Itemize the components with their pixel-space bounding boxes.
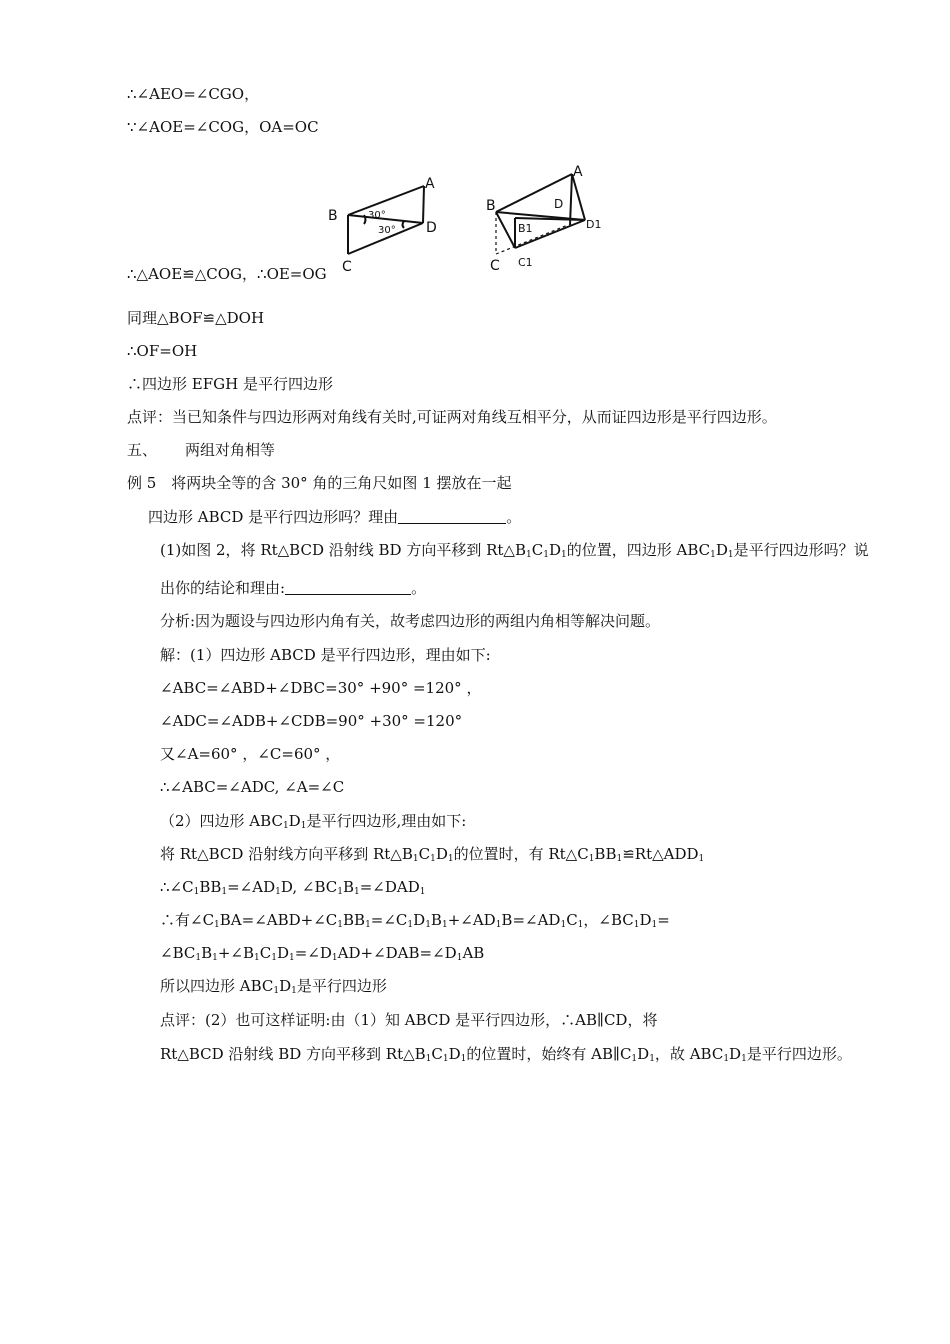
proof-line-4: 同理△BOF≌△DOH [127, 309, 265, 327]
proof-line-2: ∵∠AOE=∠COG，OA=OC [127, 118, 319, 136]
solution-line-3: ∠ADC=∠ADB+∠CDB=90° +30° =120° [160, 712, 463, 730]
proof-line-3: ∴△AOE≌△COG，∴OE=OG [127, 265, 327, 283]
analysis-line: 分析:因为题设与四边形内角有关，故考虑四边形的两组内角相等解决问题。 [160, 612, 661, 630]
solution-line-5: ∴∠ABC=∠ADC, ∠A=∠C [160, 778, 345, 796]
question-main: 四边形 ABCD 是平行四边形吗？理由 。 [148, 508, 522, 526]
comment-2-line-2: Rt△BCD 沿射线 BD 方向平移到 $Rt\triangle B_1C_1D_1$的位置时，始终有 $AB\parallel C_1D_1$，故 $ABC_1D_1$是平行四边形。 [160, 1045, 852, 1064]
section-heading [127, 440, 275, 460]
answer-blank-1[interactable] [398, 509, 506, 524]
comment-1: 点评：当已知条件与四边形两对角线有关时,可证两对角线互相平分，从而证四边形是平行四边形。 [127, 408, 777, 426]
fig1-angle-top: 30° [368, 210, 386, 221]
solution-line-8: ∴有$\angle C_1BA=\angle ABD+\angle C_1BB_1=\angle C_1D_1B_1+\angle AD_1B=\angle AD_1C_1$，$\angle BC_1D_1=$ [160, 911, 670, 930]
solution-line-1: 解：(1）四边形 ABCD 是平行四边形，理由如下: [160, 646, 491, 664]
fig1-label-a: A [425, 176, 435, 192]
solution-line-7: $\therefore\angle C_1BB_1=\angle AD_1D$, $\angle BC_1B_1=\angle DAD_1$ [160, 878, 426, 897]
fig2-label-d1: D1 [586, 218, 602, 231]
fig2-label-d: D [554, 197, 564, 211]
solution-part-2: （2）四边形 $ABC_1D_1$是平行四边形,理由如下: [160, 812, 467, 831]
section-title: 两组对角相等 [185, 441, 276, 459]
fig1-label-d: D [426, 220, 437, 236]
figure-2-translated-triangle [482, 162, 607, 282]
fig1-label-b: B [328, 208, 338, 224]
fig2-label-c: C [490, 258, 500, 274]
proof-line-1: ∴∠AEO=∠CGO， [127, 85, 260, 103]
question-1: (1)如图 2，将 Rt△BCD 沿射线 BD 方向平移到 $Rt\triangle B_1C_1D_1$的位置，四边形 $ABC_1D_1$是平行四边形吗？说 [160, 541, 869, 560]
section-number: 五、 [127, 441, 158, 459]
fig1-label-c: C [342, 259, 352, 275]
fig2-label-c1: C1 [518, 256, 533, 269]
question-1-cont: 出你的结论和理由: 。 [160, 579, 427, 597]
figure-1-parallelogram [320, 170, 445, 275]
proof-line-6: ∴四边形 EFGH 是平行四边形 [127, 375, 333, 393]
solution-line-2: ∠ABC=∠ABD+∠DBC=30° +90° =120° ， [160, 679, 482, 697]
comment-2-line-1: 点评：(2）也可这样证明:由（1）知 ABCD 是平行四边形，∴AB∥CD，将 [160, 1011, 658, 1029]
solution-line-6: 将 Rt△BCD 沿射线方向平移到 $Rt\triangle B_1C_1D_1$的位置时，有 $Rt\triangle C_1BB_1≌Rt\triangle ADD_1$ [160, 845, 705, 864]
fig2-label-a: A [573, 164, 583, 180]
example-5-title: 例 5 将两块全等的含 30° 角的三角尺如图 1 摆放在一起 [127, 474, 512, 492]
solution-conclusion: 所以四边形 $ABC_1D_1$是平行四边形 [160, 977, 387, 996]
answer-blank-2[interactable] [285, 580, 411, 595]
fig1-angle-bottom: 30° [378, 225, 396, 236]
solution-line-9: $\angle BC_1B_1+\angle B_1C_1D_1=\angle D_1AD+\angle DAB=\angle D_1AB$ [160, 944, 485, 963]
solution-line-4: 又∠A=60° ，∠C=60° ， [160, 745, 341, 763]
fig2-label-b: B [486, 198, 496, 214]
proof-line-5: ∴OF=OH [127, 342, 198, 360]
fig2-label-b1: B1 [518, 222, 533, 235]
